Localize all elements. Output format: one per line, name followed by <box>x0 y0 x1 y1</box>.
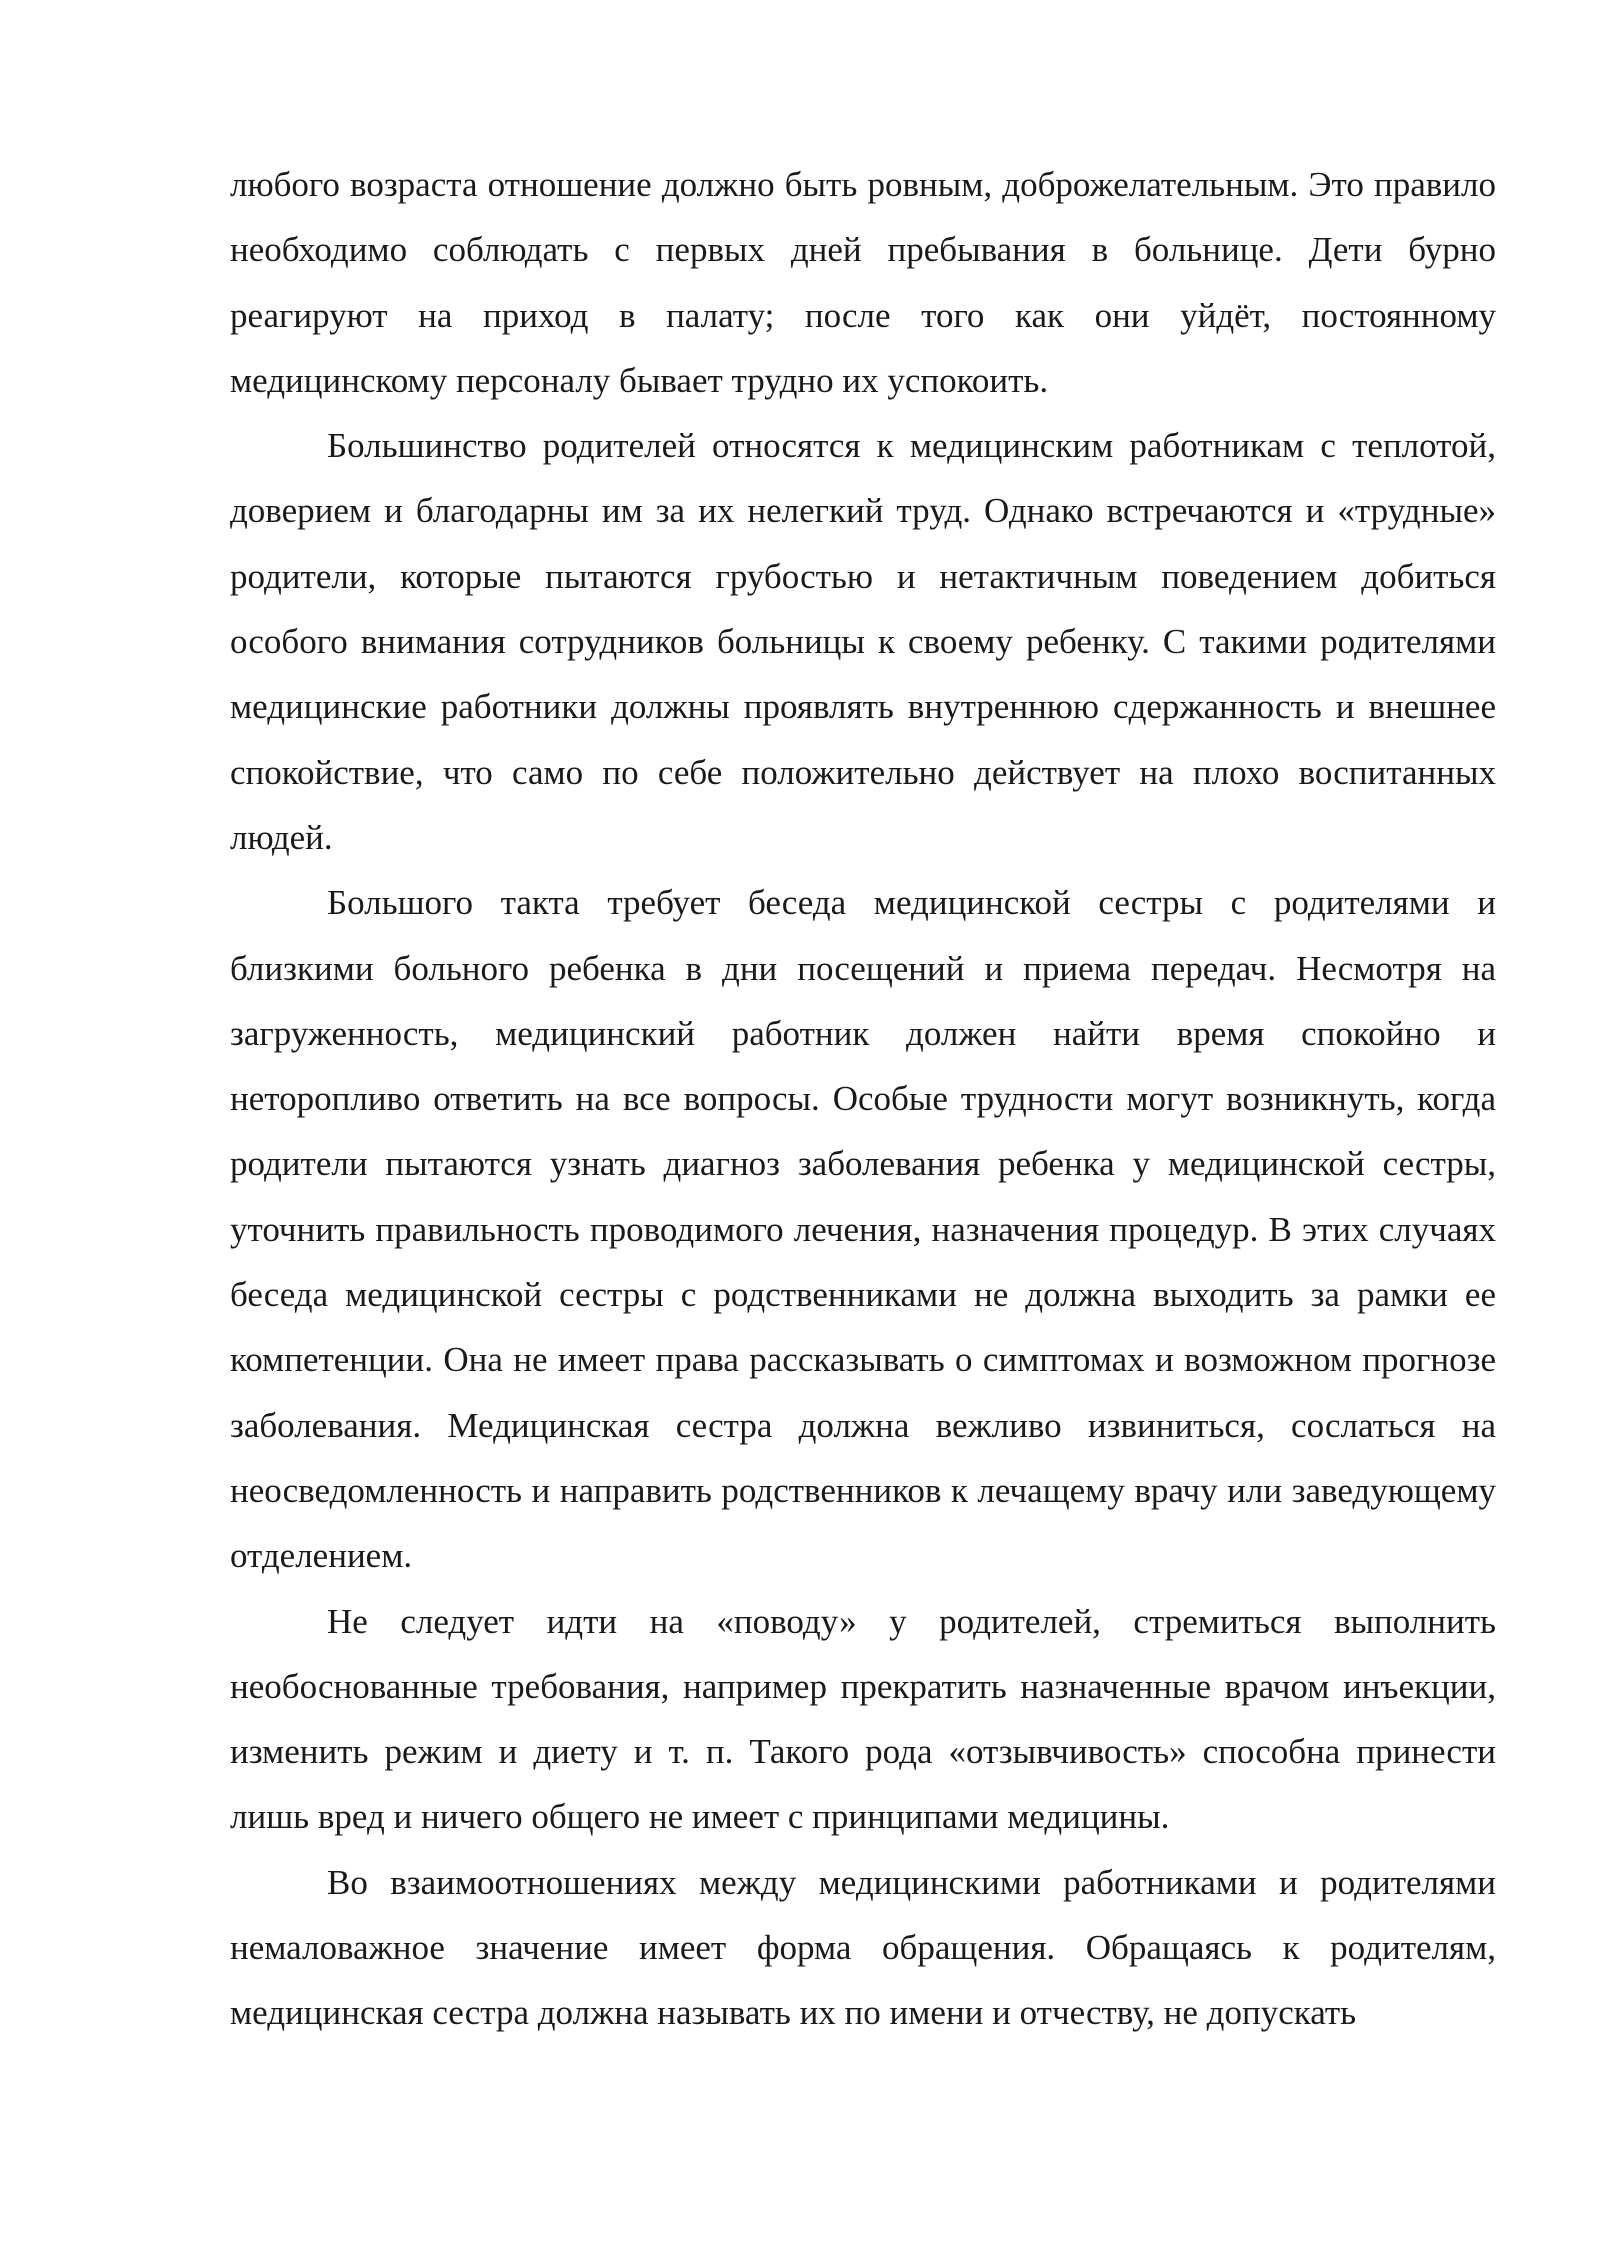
paragraph: Большого такта требует беседа медицинской сестры с родителями и близкими больного ребенка в дни посещений и приема передач. Несмотря на загруженность, медицинский работник должен найти время спокойно и неторопливо ответить на все вопросы. Особые трудности могут возникнуть, когда родители пытаются узнать диагноз заболевания ребенка у медицинской сестры, уточнить правильность проводимого лечения, назначения процедур. В этих случаях беседа медицинской сестры с родственниками не должна выходить за рамки ее компетенции. Она не имеет права рассказывать о симптомах и возможном прогнозе заболевания. Медицинская сестра должна вежливо извиниться, сослаться на неосведомленность и направить родственников к лечащему врачу или заведующему отделением. <box>230 883 1496 1576</box>
paragraph: Не следует идти на «поводу» у родителей, стремиться выполнить необоснованные требования, например прекратить назначенные врачом инъекции, изменить режим и диету и т. п. Такого рода «отзывчивость» способна принести лишь вред и ничего общего не имеет с принципами медицины. <box>230 1601 1496 1837</box>
paragraph: Большинство родителей относятся к медицинским работникам с теплотой, доверием и благодарны им за их нелегкий труд. Однако встречаются и «трудные» родители, которые пытаются грубостью и нетактичным поведением добиться особого внимания сотрудников больницы к своему ребенку. С такими родителями медицинские работники должны проявлять внутреннюю сдержанность и внешнее спокойствие, что само по себе положительно действует на плохо воспитанных людей. <box>230 426 1496 857</box>
document-body <box>230 152 1496 2046</box>
paragraph: Во взаимоотношениях между медицинскими работниками и родителями немаловажное значение имеет форма обращения. Обращаясь к родителям, медицинская сестра должна называть их по имени и отчеству, не допускать <box>230 1862 1496 2033</box>
paragraph-continuation: любого возраста отношение должно быть ровным, доброжелательным. Это правило необходимо соблюдать с первых дней пребывания в больнице. Дети бурно реагируют на приход в палату; после того как они уйдёт, постоянному медицинскому персоналу бывает трудно их успокоить. <box>230 165 1496 400</box>
